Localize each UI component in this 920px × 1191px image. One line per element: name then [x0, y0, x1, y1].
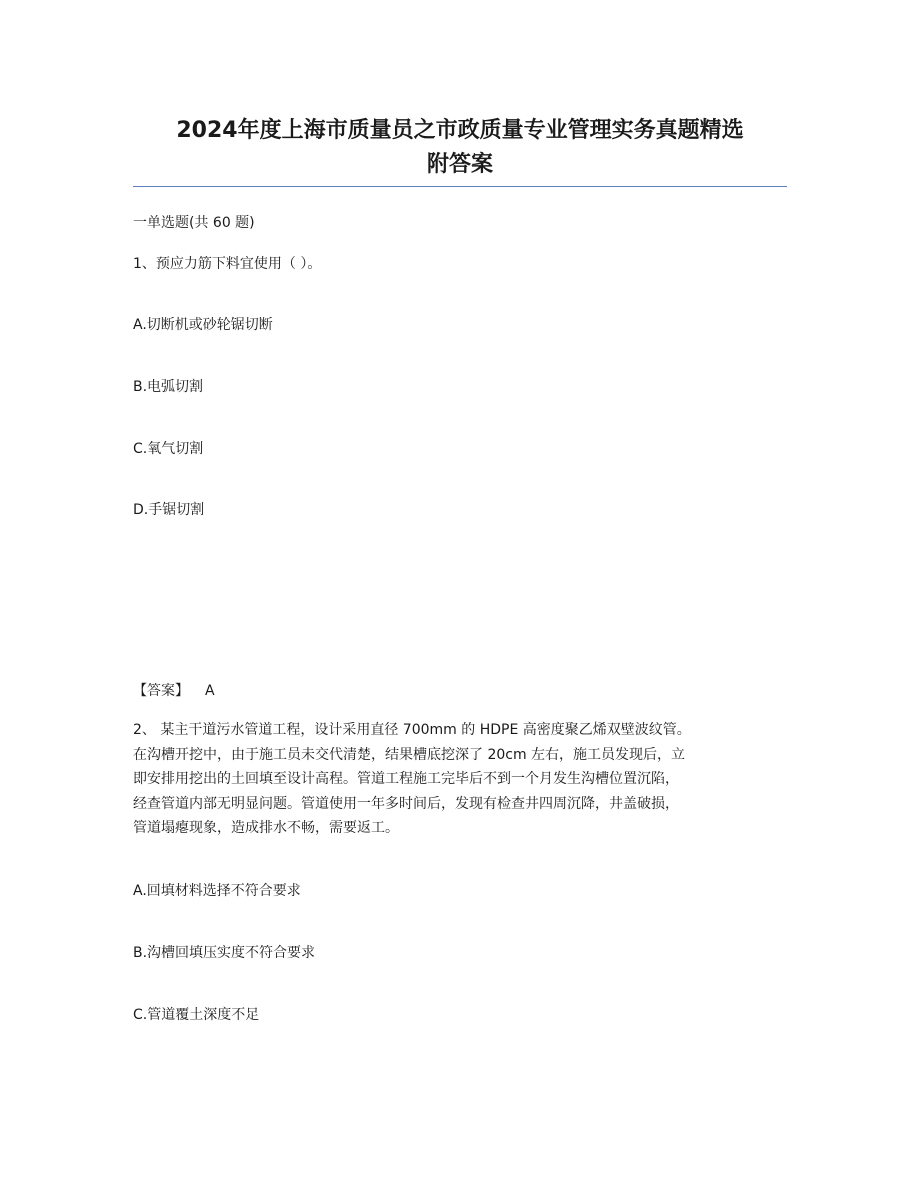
question-1-option-b: B.电弧切割: [133, 379, 204, 395]
question-2-stem-line: 即安排用挖出的土回填至设计高程。管道工程施工完毕后不到一个月发生沟槽位置沉陷，: [133, 771, 679, 787]
question-2-option-c: C.管道覆土深度不足: [133, 1007, 260, 1023]
question-1-option-c: C.氧气切割: [133, 441, 204, 457]
question-2-stem-line: 在沟槽开挖中，由于施工员未交代清楚，结果槽底挖深了 20cm 左右，施工员发现后，立: [133, 746, 686, 763]
question-2-option-b: B.沟槽回填压实度不符合要求: [133, 945, 316, 961]
document-title-line-1: 2024年度上海市质量员之市政质量专业管理实务真题精选: [176, 118, 744, 143]
question-1-stem: 1、预应力筋下料宜使用（ ）。: [133, 256, 322, 272]
answer-label: 【答案】: [133, 683, 189, 699]
question-2-stem-line: 2、 某主干道污水管道工程，设计采用直径 700mm 的 HDPE 高密度聚乙烯双壁波纹管。: [133, 722, 691, 738]
question-1-option-d: D.手锯切割: [133, 502, 205, 518]
question-2-stem-line: 经查管道内部无明显问题。管道使用一年多时间后，发现有检查井四周沉降，井盖破损，: [133, 795, 679, 812]
question-1-option-a: A.切断机或砂轮锯切断: [133, 317, 273, 333]
title-divider: [133, 186, 787, 187]
section-heading: 一单选题(共 60 题): [133, 215, 255, 231]
question-1-answer: [133, 681, 215, 701]
answer-value: A: [205, 683, 215, 699]
question-2-option-a: A.回填材料选择不符合要求: [133, 883, 301, 899]
question-2-stem-line: 管道塌瘪现象，造成排水不畅，需要返工。: [133, 820, 399, 836]
question-2-stem: [133, 718, 787, 841]
document-title-line-2: 附答案: [426, 152, 493, 177]
